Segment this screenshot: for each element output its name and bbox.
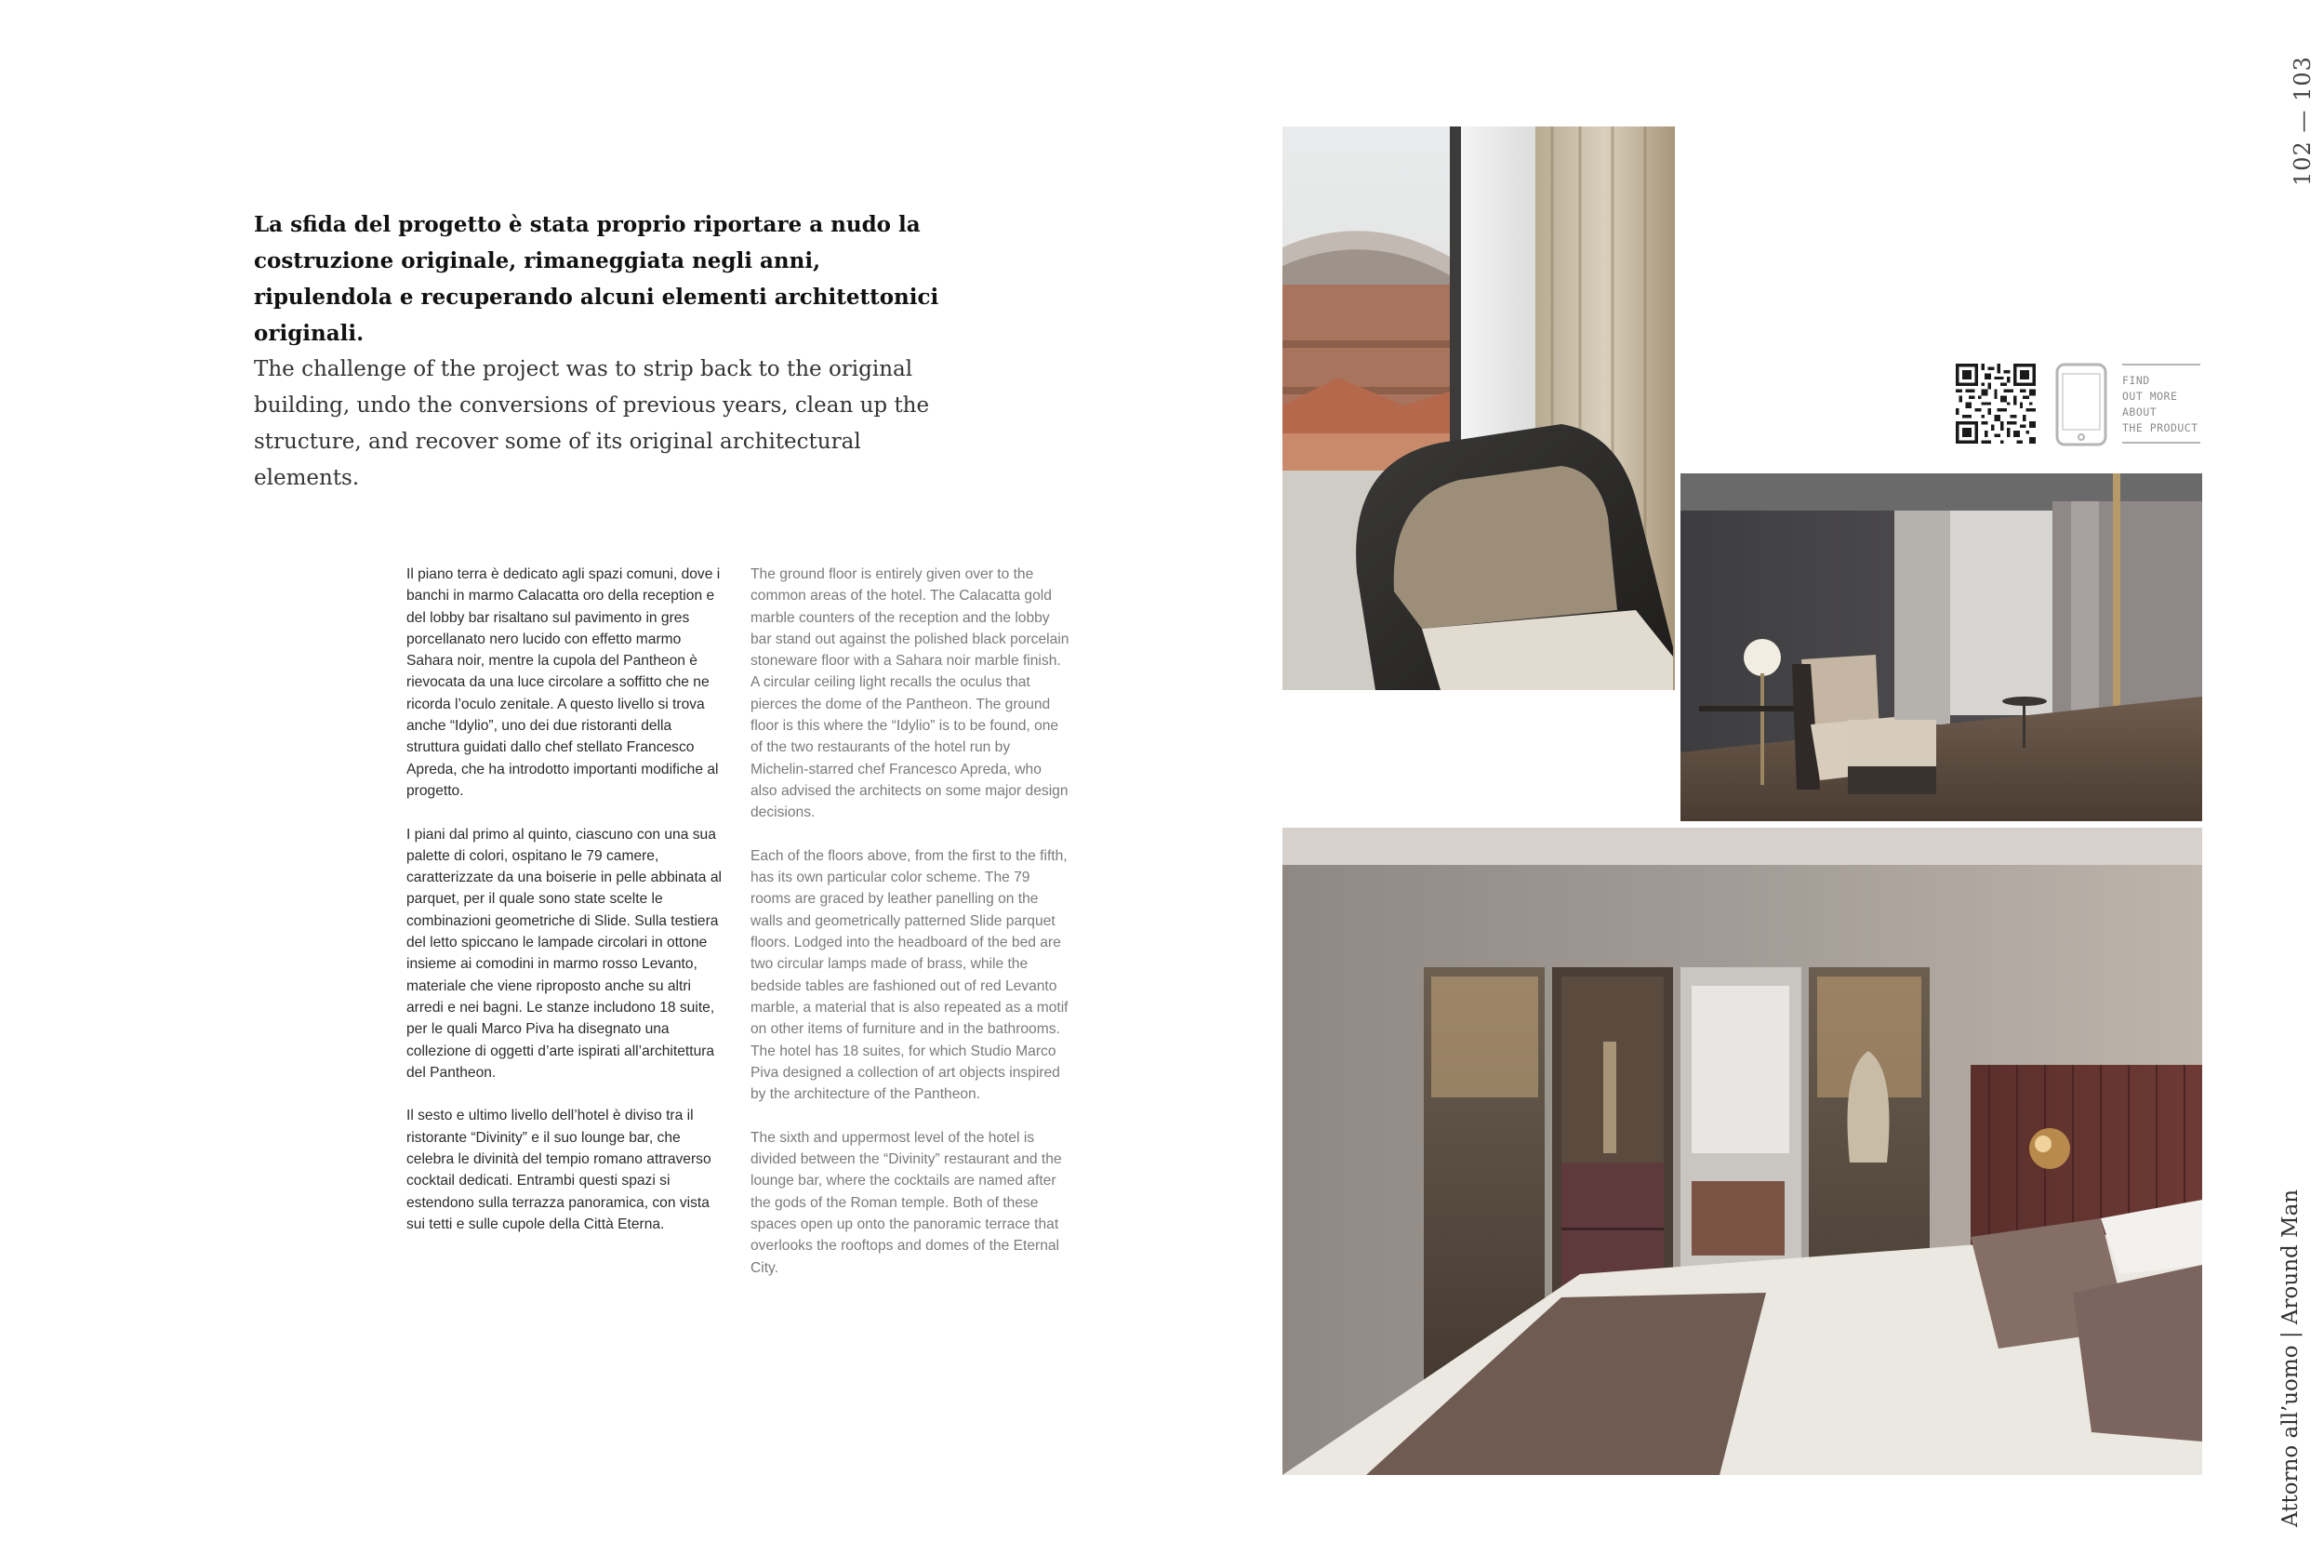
intro-italian: La sfida del progetto è stata proprio riportare a nudo la costruzione originale, rimaneggiata negli anni, ripulendola e recuperando alcuni elementi architettonici originali.: [254, 212, 939, 346]
intro-english: The challenge of the project was to strip back to the original building, undo the conversions of previous years, clean up the structure, and recover some of its original architectural elements.: [254, 357, 930, 490]
find-more-line: ABOUT: [2122, 405, 2158, 419]
smartphone-icon: [2055, 363, 2107, 446]
body-column-italian: [406, 564, 727, 1257]
paragraph: I piani dal primo al quinto, ciascuno con una sua palette di colori, ospitano le 79 camere, caratterizzate da una boiserie in pelle abbinata al parquet, per il quale sono state scelte le combinazioni geometriche di Slide. Sulla testiera del letto spiccano le lampade circolari in ottone insieme ai comodini in marmo rosso Levanto, materiale che viene riproposto anche su altri arredi e nei bagni. Le stanze includono 18 suite, per le quali Marco Piva ha disegnato una collezione di oggetti d’arte ispirati all’architettura del Pantheon.: [406, 826, 722, 1081]
photo-room-armchair-lamp: [1680, 473, 2202, 821]
running-title: Attorno all’uomo | Around Man: [2278, 1189, 2303, 1527]
paragraph: Each of the floors above, from the first to the fifth, has its own particular color scheme. The 79 rooms are graced by leather panelling on the walls and geometrically patterned Slide parquet floors. Lodged into the headboard of the bed are two circular lamps made of brass, while the bedside tables are fashioned out of red Levanto marble, a material that is also repeated as a motif on other items of furniture and in the bathrooms. The hotel has 18 suites, for which Studio Marco Piva designed a collection of art objects inspired by the architecture of the Pantheon.: [750, 847, 1069, 1103]
paragraph: Il sesto e ultimo livello dell’hotel è diviso tra il ristorante “Divinity” e il suo lounge bar, che celebra le divinità del tempio romano attraverso cocktail dedicati. Entrambi questi spazi si estendono sulla terrazza panoramica, con vista sui tetti e sulle cupole della Città Eterna.: [406, 1108, 711, 1232]
qr-code-icon[interactable]: [1956, 364, 2036, 444]
photo-window-pantheon-view: [1282, 126, 1675, 690]
body-column-english: [750, 564, 1071, 1300]
find-more-line: FIND: [2122, 374, 2150, 387]
find-more-line: OUT MORE: [2122, 390, 2178, 403]
paragraph: The ground floor is entirely given over to the common areas of the hotel. The Calacatta gold marble counters of the reception and the lobby bar stand out against the polished black porcelain stoneware floor with a Sahara noir marble finish. A circular ceiling light recalls the oculus that pierces the dome of the Pantheon. The ground floor is this where the “Idylio” is to be found, one of the two restaurants of the hotel run by Michelin-starred chef Francesco Apreda, who also advised the architects on some major design decisions.: [750, 566, 1069, 821]
find-more-line: THE PRODUCT: [2122, 421, 2198, 434]
find-out-more-link[interactable]: [2122, 364, 2200, 444]
intro-quote: [254, 206, 961, 497]
page-numbers: 102 — 103: [2290, 56, 2316, 186]
photo-bedroom-wardrobe: [1282, 828, 2202, 1475]
paragraph: The sixth and uppermost level of the hotel is divided between the “Divinity” restaurant and the lounge bar, where the cocktails are named after the gods of the Roman temple. Both of these spaces open up onto the panoramic terrace that overlooks the rooftops and domes of the Eternal City.: [750, 1129, 1062, 1276]
paragraph: Il piano terra è dedicato agli spazi comuni, dove i banchi in marmo Calacatta oro della reception e del lobby bar risaltano sul pavimento in gres porcellanato nero lucido con effetto marmo Sahara noir, mentre la cupola del Pantheon è rievocata da una luce circolare a soffitto che ne ricorda l’oculo zenitale. A questo livello si trova anche “Idylio”, uno dei due ristoranti della struttura guidati dallo chef stellato Francesco Apreda, che ha introdotto importanti modifiche al progetto.: [406, 566, 721, 799]
